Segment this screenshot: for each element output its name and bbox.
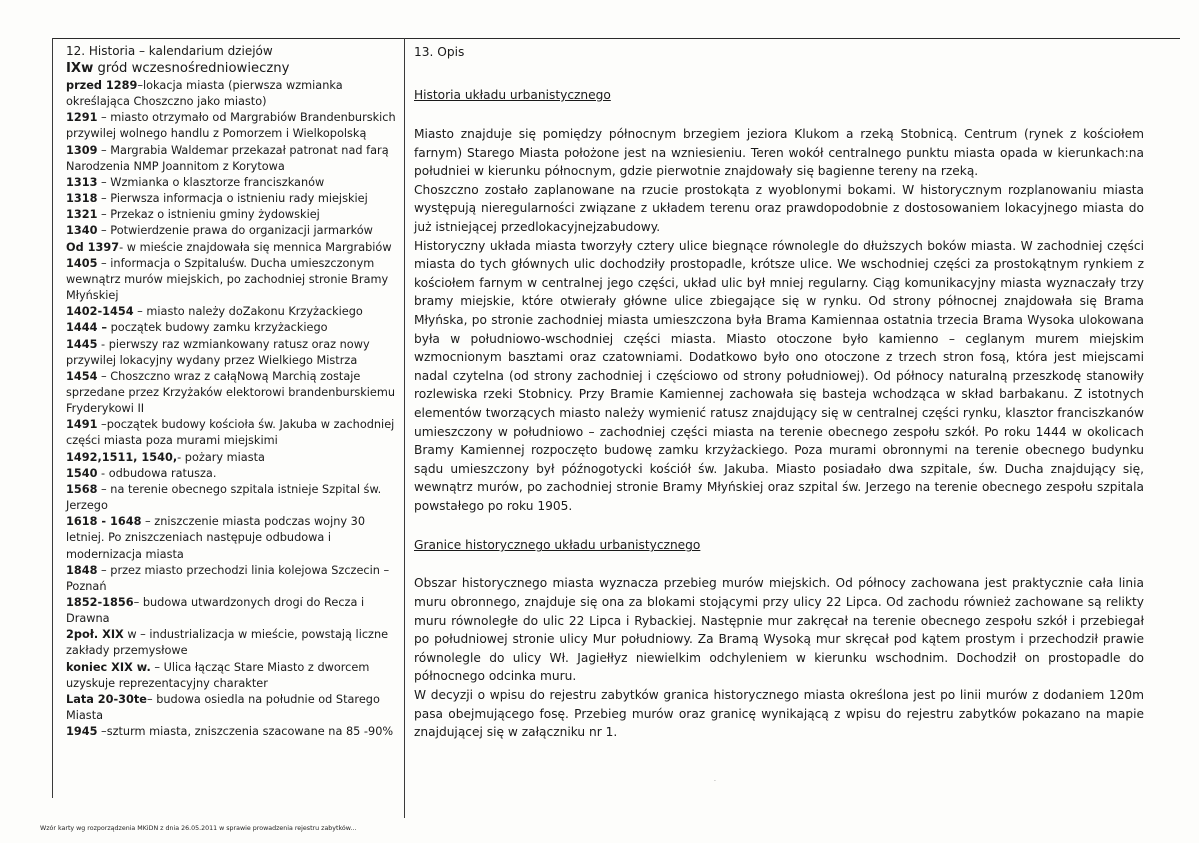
left-border-rule (52, 38, 53, 798)
paragraph: Choszczno zostało zaplanowane na rzucie prostokąta z wyoblonymi bokami. W historycznym rozplanowaniu miasta występują nieregularności związane z układem terenu oraz prawdopodobnie z dostosowaniem lokacyjnego miasta do już istniejącej przedlokacyjnejzabudowy. (414, 182, 1144, 234)
timeline-text: – zniszczenie miasta podczas wojny 30 letniej. Po zniszczeniach następuje odbudowa i modernizacja miasta (66, 515, 366, 561)
timeline-text: – Potwierdzenie prawa do organizacji jarmarków (97, 224, 373, 238)
timeline-entry (66, 595, 398, 627)
timeline-year: 1309 (66, 143, 98, 157)
timeline-entry (66, 240, 398, 256)
timeline-year: 1405 (66, 256, 98, 270)
timeline-text: – przez miasto przechodzi linia kolejowa Szczecin – Poznań (66, 563, 390, 593)
timeline-text: - pierwszy raz wzmiankowany ratusz oraz nowy przywilej lokacyjny wydany przez Wielkiego Mistrza (66, 337, 370, 367)
timeline-entry (66, 417, 398, 449)
timeline-text: – Przekaz o istnieniu gminy żydowskiej (97, 208, 320, 222)
timeline-text: –początek budowy kościoła św. Jakuba w zachodniej części miasta poza murami miejskimi (66, 418, 395, 448)
timeline-text: – budowa utwardzonych drogi do Recza i Drawna (66, 596, 365, 626)
timeline-column (66, 43, 398, 740)
timeline-year: 1318 (66, 192, 98, 206)
timeline-year: koniec XIX w. (66, 660, 151, 674)
footnote: Wzór karty wg rozporządzenia MKiDN z dnia 26.05.2011 w sprawie prowadzenia rejestru zabytków... (40, 825, 357, 832)
timeline-year: Od 1397 (66, 240, 120, 254)
timeline-text: początek budowy zamku krzyżackiego (107, 321, 328, 335)
lead-text: gród wczesnośredniowieczny (93, 61, 290, 76)
timeline-text: – Margrabia Waldemar przekazał patronat nad farą Narodzenia NMP Joannitom z Korytowa (66, 143, 389, 173)
timeline-text: – na terenie obecnego szpitala istnieje Szpital św. Jerzego (66, 482, 382, 513)
timeline-text: –szturm miasta, zniszczenia szacowane na 85 -90% (97, 725, 394, 739)
timeline-entry (66, 304, 398, 320)
timeline-text: – Choszczno wraz z całąNową Marchią zostaje sprzedane przez Krzyżaków elektorowi brandenburskiemu Fryderykowi II (66, 369, 396, 416)
description-title: 13. Opis (414, 45, 465, 59)
paragraph: W decyzji o wpisu do rejestru zabytków granica historycznego miasta określona jest po linii murów z dodaniem 120m pasa obejmującego fosę. Przebieg murów oraz granicę wynikającą z wpisu do rejestru zabytków pokazano na mapie znajdującej się w załączniku nr 1. (414, 688, 1144, 740)
timeline-entry (66, 320, 398, 336)
paragraph: Obszar historycznego miasta wyznacza przebieg murów miejskich. Od północy zachowana jest praktycznie cała linia muru obronnego, znajduje się ona za blokami stojącymi przy ulicy 22 Lipca. Od zachodu również zachowane są relikty muru równoległe do ulic 22 Lipca i Rybackiej. Następnie mur zakręcał na terenie obecnego zespołu szkół i przebiegał po południowej stronie ulicy Mur południowy. Za Bramą Wysoką mur skręcał pod kątem prostym i przechodził prawie równolegle do ulicy Wł. Jagiełłyz niewielkim odchyleniem w kierunku wschodnim. Dochodził on prostopadle do północnego odcinka muru. (414, 576, 1144, 684)
paragraph: Miasto znajduje się pomiędzy północnym brzegiem jeziora Klukom a rzeką Stobnicą. Centrum (rynek z kościołem farnym) Starego Miasta położone jest na wzniesieniu. Teren wokół centralnego punktu miasta opada w kierunkach:na południei w kierunku północnym, gdzie pierwotnie znajdowały się bagienne tereny na rzeką. (414, 127, 1144, 179)
timeline-entry (66, 223, 398, 239)
timeline-year: 1321 (66, 208, 98, 222)
column-divider (404, 38, 405, 818)
timeline-text: – miasto należy doZakonu Krzyżackiego (133, 305, 363, 319)
timeline-year: 2poł. XIX (66, 628, 124, 642)
timeline-year: Lata 20-30te (66, 692, 147, 706)
timeline-year: 1445 (66, 337, 98, 351)
timeline-year: 1618 - 1648 (66, 515, 142, 529)
timeline-year: 1454 (66, 369, 98, 383)
timeline-list (66, 78, 398, 740)
timeline-entry (66, 450, 398, 466)
timeline-year: 1291 (66, 111, 98, 125)
timeline-year: 1568 (66, 482, 98, 496)
timeline-text: – Wzmianka o klasztorze franciszkanów (97, 175, 325, 189)
timeline-year: 1313 (66, 175, 98, 189)
timeline-lead (66, 60, 398, 78)
timeline-year: 1491 (66, 418, 98, 432)
timeline-text: - pożary miasta (177, 450, 265, 464)
timeline-entry (66, 482, 398, 514)
timeline-year: 1540 (66, 466, 98, 480)
timeline-text: w – industrializacja w mieście, powstają liczne zakłady przemysłowe (66, 628, 389, 658)
timeline-entry (66, 143, 398, 175)
timeline-text: – informacja o Szpitaluśw. Ducha umieszczonym wewnątrz murów miejskich, po zachodniej stronie Bramy Młyńskiej (66, 256, 389, 303)
timeline-year: 1492,1511, 1540, (66, 450, 178, 464)
timeline-entry (66, 466, 398, 482)
top-rule (52, 38, 1180, 39)
timeline-year: 1340 (66, 224, 98, 238)
timeline-entry (66, 207, 398, 223)
timeline-entry (66, 514, 398, 562)
timeline-text: - w mieście znajdowała się mennica Margrabiów (119, 240, 392, 254)
description-column (414, 43, 1144, 742)
section-borders-body (414, 574, 1144, 741)
timeline-entry (66, 563, 398, 595)
timeline-entry (66, 692, 398, 724)
timeline-entry (66, 78, 398, 110)
section-heading-history: Historia układu urbanistycznego (414, 88, 611, 102)
section-heading-borders: Granice historycznego układu urbanistycznego (414, 538, 701, 553)
timeline-entry (66, 256, 398, 304)
timeline-year: 1852-1856 (66, 596, 134, 609)
timeline-text: – Pierwsza informacja o istnieniu rady miejskiej (97, 192, 368, 206)
timeline-year: przed 1289 (66, 79, 138, 92)
timeline-entry (66, 191, 398, 207)
timeline-year: 1945 (66, 725, 98, 739)
timeline-title: 12. Historia – kalendarium dziejów (66, 44, 273, 58)
paragraph: Historyczny układa miasta tworzyły cztery ulice biegnące równolegle do dłuższych boków miasta. W zachodniej części miasta do tych głównych ulic dochodziły prostopadle, krótsze ulice. We wschodniej części za prostokątnym rynkiem z kościołem farnym w centralnej jego części, układ ulic był mniej regularny. Ciąg komunikacyjny miasta wyznaczały trzy bramy miejskie, które otwierały główne ulice zbiegające się w rynku. Od strony północnej znajdowała się Brama Młyńska, po stronie zachodniej miasta umieszczona była Brama Kamiennaa ostatnia trzecia Brama Wysoka ulokowana była w południowo-wschodniej części miasta. Miasto otoczone było kamienno – ceglanym murem miejskim wzmocnionym basztami oraz czatowniami. Dodatkowo było ono otoczone z trzech stron fosą, która jest miejscami nadal czytelna (od strony zachodniej i częściowo od strony południowej). Od północy naturalną przeszkodę stanowiły rozlewiska rzeki Stobnicy. Przy Bramie Kamiennej zachowała się basteja wchodząca w skład barbakanu. Z istotnych elementów tworzących miasto należy wymienić ratusz znajdujący się w centralnej części rynku, klasztor franciszkanów umieszczony w południowo – zachodniej części miasta na terenie obecnego zespołu szkół. Po roku 1444 w okolicach Bramy Kamiennej rozpoczęto budowę zamku krzyżackiego. Poza murami obronnymi na terenie obecnego budynku sądu umieszczony był późnogotycki kościół św. Jakuba. Miasto posiadało dwa szpitale, św. Ducha znajdujący się, wewnątrz murów, po zachodniej stronie Bramy Młyńskiej oraz szpital św. Jerzego na terenie obecnego zespołu szpitala powstałego po roku 1905. (414, 238, 1144, 513)
timeline-text: –lokacja miasta (pierwsza wzmianka określająca Choszczno jako miasto) (66, 79, 343, 109)
timeline-text: - odbudowa ratusza. (97, 466, 217, 480)
timeline-text: – miasto otrzymało od Margrabiów Brandenburskich przywilej wolnego handlu z Pomorzem i Wielkopolską (66, 111, 396, 141)
timeline-entry (66, 724, 398, 740)
section-history-body (414, 125, 1144, 515)
timeline-text: – Ulica łącząc Stare Miasto z dworcem uzyskuje reprezentacyjny charakter (66, 660, 370, 690)
scan-speck: · (714, 778, 716, 785)
timeline-entry (66, 110, 398, 142)
timeline-entry (66, 627, 398, 659)
timeline-year: 1402-1454 (66, 305, 134, 319)
timeline-entry (66, 660, 398, 692)
timeline-entry (66, 369, 398, 417)
lead-year: IXw (66, 61, 94, 76)
timeline-entry (66, 337, 398, 369)
timeline-year: 1848 (66, 563, 98, 577)
timeline-text: – budowa osiedla na południe od Starego Miasta (66, 692, 380, 723)
timeline-year: 1444 – (66, 321, 108, 335)
timeline-entry (66, 175, 398, 191)
